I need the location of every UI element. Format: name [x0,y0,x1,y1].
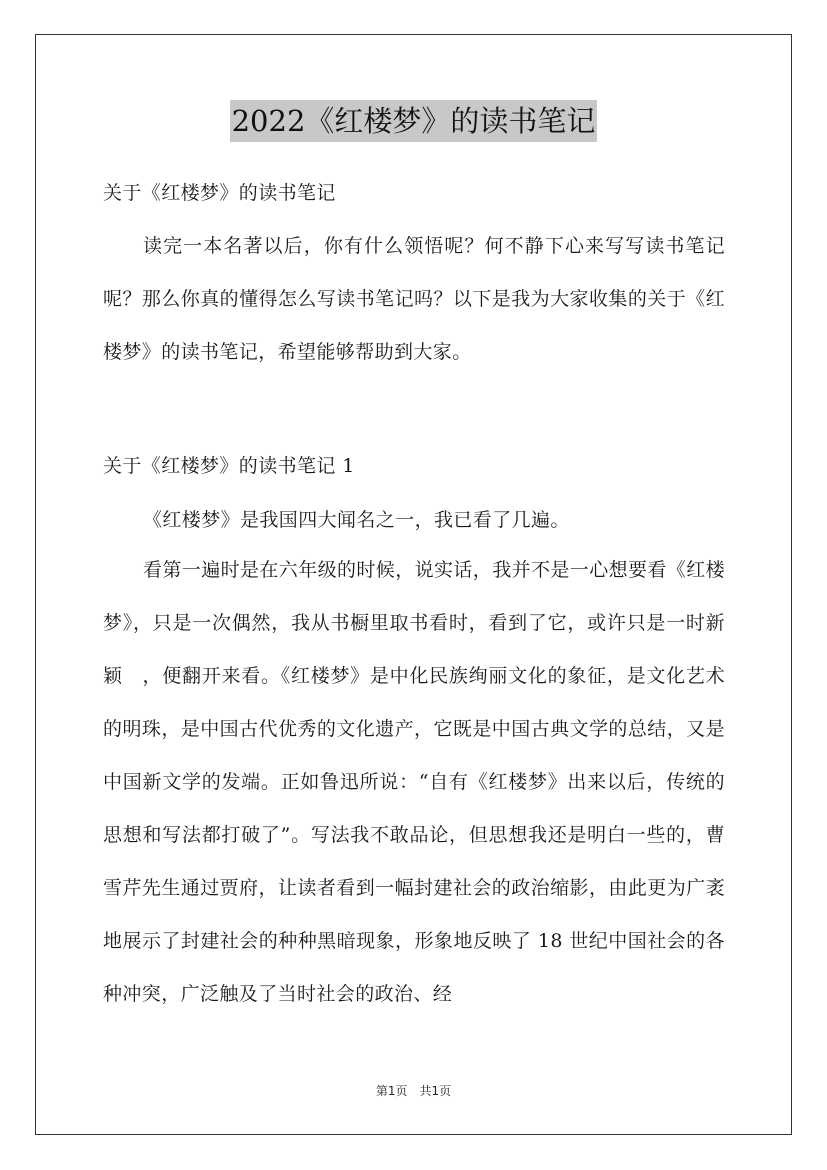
section1-heading: 关于《红楼梦》的读书笔记 1 [103,455,355,477]
intro-block [103,220,725,379]
section1-paragraph: 看第一遍时是在六年级的时候，说实话，我并不是一心想要看《红楼梦》，只是一次偶然，我从书橱里取书看时，看到了它，或许只是一时新颖 ，便翻开来看。《红楼梦》是中化民族绚丽文化的象征，是文化艺术的明珠，是中国古代优秀的文化遗产，它既是中国古典文学的总结，又是中国新文学的发端。正如鲁迅所说：“自有《红楼梦》出来以后，传统的思想和写法都打破了”。写法我不敢品论，但思想我还是明白一些的，曹雪芹先生通过贾府，让读者看到一幅封建社会的政治缩影，由此更为广袤地展示了封建社会的种种黑暗现象，形象地反映了 18 世纪中国社会的各种冲突，广泛触及了当时社会的政治、经 [103,559,726,1005]
intro-heading: 关于《红楼梦》的读书笔记 [103,182,336,204]
intro-paragraph: 读完一本名著以后，你有什么领悟呢？何不静下心来写写读书笔记呢？那么你真的懂得怎么写读书笔记吗？以下是我为大家收集的关于《红楼梦》的读书笔记，希望能够帮助到大家。 [103,235,725,363]
section1-first-line: 《红楼梦》是我国四大闻名之一，我已看了几遍。 [143,509,570,531]
section1-block [103,544,725,1021]
document-title: 2022《红楼梦》的读书笔记 [230,100,598,142]
page-footer: 第1页 共1页 [375,1084,452,1098]
title-container [0,100,827,142]
